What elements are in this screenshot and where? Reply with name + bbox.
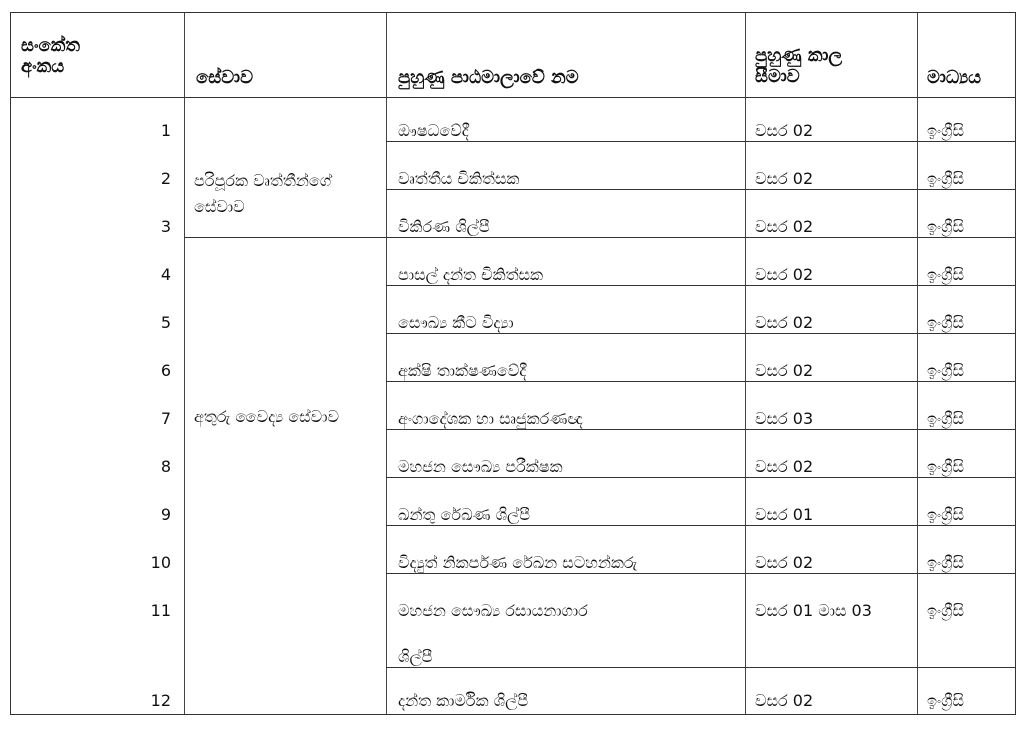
column-divider bbox=[745, 13, 746, 714]
row-code: 6 bbox=[160, 361, 171, 380]
header-divider bbox=[11, 97, 1015, 98]
row-duration: වසර 01 මාස 03 bbox=[755, 601, 872, 620]
row-course-name: ඖෂධවේදී bbox=[398, 121, 469, 140]
row-code: 4 bbox=[160, 265, 171, 284]
row-code: 8 bbox=[160, 457, 171, 476]
service-group-supplementary: පරිපූරක වෘත්තීන්ගේ සේවාව bbox=[194, 171, 332, 216]
header-duration: පුහුණු කාල සීමාව bbox=[755, 45, 843, 87]
row-code: 10 bbox=[150, 553, 171, 572]
row-medium: ඉංග්‍රීසි bbox=[927, 217, 965, 236]
row-divider bbox=[386, 285, 1015, 286]
row-medium: ඉංග්‍රීසි bbox=[927, 601, 965, 620]
header-medium: මාධ්‍යය bbox=[927, 67, 982, 88]
services-table bbox=[10, 12, 1016, 715]
row-course-name: සෞඛ්‍ය කීට විද්‍යා bbox=[398, 313, 514, 332]
row-code: 5 bbox=[160, 313, 171, 332]
row-course-name: වෘත්තීය චිකිත්සක bbox=[398, 169, 520, 188]
row-duration: වසර 02 bbox=[755, 457, 814, 476]
row-duration: වසර 02 bbox=[755, 169, 814, 188]
row-divider bbox=[386, 477, 1015, 478]
row-divider bbox=[386, 333, 1015, 334]
row-divider bbox=[386, 189, 1015, 190]
row-medium: ඉංග්‍රීසි bbox=[927, 361, 965, 380]
row-code: 9 bbox=[160, 505, 171, 524]
row-medium: ඉංග්‍රීසි bbox=[927, 265, 965, 284]
service-group-paramedical: අතුරු වෛද්‍ය සේවාව bbox=[194, 407, 339, 426]
row-code: 7 bbox=[160, 409, 171, 428]
row-duration: වසර 02 bbox=[755, 121, 814, 140]
row-course-name: විකිරණ ශිල්පී bbox=[398, 217, 490, 236]
row-medium: ඉංග්‍රීසි bbox=[927, 169, 965, 188]
row-duration: වසර 02 bbox=[755, 265, 814, 284]
column-divider bbox=[386, 13, 387, 714]
header-course-name: පුහුණු පාඨමාලාවේ නම bbox=[398, 67, 579, 88]
row-divider bbox=[386, 237, 1015, 238]
row-medium: ඉංග්‍රීසි bbox=[927, 553, 965, 572]
row-course-name: මහජන සෞඛ්‍ය පරීක්ෂක bbox=[398, 457, 563, 476]
row-code: 12 bbox=[150, 691, 171, 710]
row-course-name: දන්ත කාර්මික ශිල්පී bbox=[398, 691, 529, 710]
row-medium: ඉංග්‍රීසි bbox=[927, 691, 965, 710]
row-course-name: ඛන්තු රේඛණ ශිල්පී bbox=[398, 505, 531, 524]
row-medium: ඉංග්‍රීසි bbox=[927, 457, 965, 476]
row-duration: වසර 02 bbox=[755, 361, 814, 380]
row-divider bbox=[386, 429, 1015, 430]
row-duration: වසර 02 bbox=[755, 313, 814, 332]
row-duration: වසර 02 bbox=[755, 217, 814, 236]
service-group-divider bbox=[184, 237, 386, 238]
row-divider bbox=[386, 573, 1015, 574]
column-divider bbox=[917, 13, 918, 714]
row-divider bbox=[386, 141, 1015, 142]
row-course-name: අංගාදේශක හා සෘජුකරණඥ bbox=[398, 409, 583, 428]
row-medium: ඉංග්‍රීසි bbox=[927, 409, 965, 428]
row-course-name: අක්ෂි තාක්ෂණවේදී bbox=[398, 361, 527, 380]
row-code: 11 bbox=[150, 601, 171, 620]
row-duration: වසර 02 bbox=[755, 553, 814, 572]
row-duration: වසර 03 bbox=[755, 409, 814, 428]
row-code: 2 bbox=[160, 169, 171, 188]
row-code: 3 bbox=[160, 217, 171, 236]
header-code: සංකේත අංකය bbox=[21, 35, 81, 77]
row-duration: වසර 02 bbox=[755, 691, 814, 710]
row-medium: ඉංග්‍රීසි bbox=[927, 121, 965, 140]
column-divider bbox=[184, 13, 185, 714]
row-duration: වසර 01 bbox=[755, 505, 814, 524]
row-divider bbox=[386, 525, 1015, 526]
row-divider bbox=[386, 381, 1015, 382]
row-course-name: මහජන සෞඛ්‍ය රසායනාගාර ශිල්පී bbox=[398, 601, 588, 666]
row-course-name: පාසල් දන්ත චිකිත්සක bbox=[398, 265, 544, 284]
header-service: සේවාව bbox=[196, 67, 254, 88]
row-code: 1 bbox=[160, 121, 171, 140]
row-divider bbox=[386, 667, 1015, 668]
row-medium: ඉංග්‍රීසි bbox=[927, 505, 965, 524]
row-course-name: විද්‍යුත් නිකර්පණ රේඛන සටහන්කරු bbox=[398, 553, 638, 572]
row-medium: ඉංග්‍රීසි bbox=[927, 313, 965, 332]
